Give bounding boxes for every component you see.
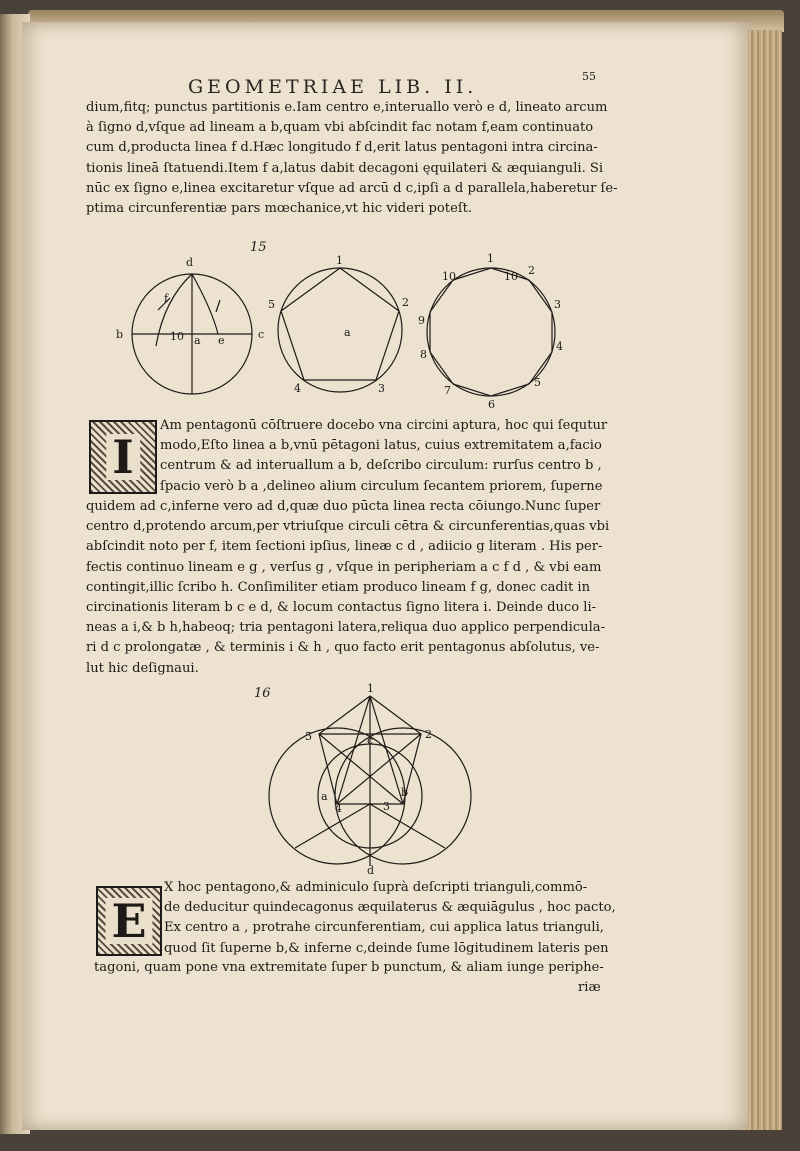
text-line: dium,fitq; punctus partitionis e.Iam centro e,interuallo verò e d, lineato arcum xyxy=(86,100,608,115)
figure-label: a xyxy=(321,790,328,803)
text-line: cum d,producta linea f d.Hæc longitudo f d,erit latus pentagoni intra circina- xyxy=(86,140,598,156)
figure-label: 4 xyxy=(335,802,342,815)
figure-label: 1 xyxy=(336,254,343,267)
paragraph-2 xyxy=(86,497,610,679)
book-fore-edge xyxy=(748,30,782,1130)
figure-label: 10 xyxy=(170,330,184,343)
paragraph-3 xyxy=(94,958,602,978)
decorated-initial-i xyxy=(89,420,157,494)
figure-label: d xyxy=(186,256,194,269)
text-line: fectis continuo lineam e g , verſus g , vſque in peripheriam a c f d , & vbi eam xyxy=(86,559,602,575)
text-line: circinationis literam b c e d, & locum contactus ſigno litera i. Deinde duco li- xyxy=(86,600,597,616)
figure-label: 5 xyxy=(268,298,275,311)
figure-label: 2 xyxy=(425,728,432,741)
figure-label: 1 xyxy=(367,682,374,695)
figure-label: 3 xyxy=(554,298,561,311)
text-line: Am pentagonū cōſtruere docebo vna circini aptura, hoc qui ſequtur xyxy=(160,418,608,433)
figure-label: f xyxy=(164,292,169,305)
running-header xyxy=(188,70,608,98)
text-line: X hoc pentagono,& adminiculo ſuprà deſcripti trianguli,commō- xyxy=(164,880,588,895)
figure-label: e xyxy=(218,334,225,347)
figure-label: 8 xyxy=(420,348,427,361)
figure-label: 2 xyxy=(528,264,535,277)
figure-label: 7 xyxy=(444,384,451,397)
figure-label: 6 xyxy=(488,398,495,410)
text-line: modo,Eſto linea a b,vnū pētagoni latus, cuius extremitatem a,facio xyxy=(160,438,602,454)
text-line: centro d,protendo arcum,per vtriuſque circuli cētra & circunferentias,quas vbi xyxy=(86,519,610,535)
text-line: abſcindit noto per f, item ſectioni ipſius, lineæ c d , adiicio g literam . His per- xyxy=(86,539,603,555)
figure-label: 10 xyxy=(504,270,518,283)
figure-label: 10 xyxy=(442,270,456,283)
page-number: 55 xyxy=(582,70,596,83)
figure-label: 5 xyxy=(534,376,541,389)
text-line: Ex centro a , protrahe circunferentiam, cui applica latus trianguli, xyxy=(164,920,604,936)
figure-15-labels xyxy=(116,252,563,410)
figure-15-number: 15 xyxy=(250,240,267,255)
figure-label: c xyxy=(258,328,265,341)
text-line: quod ſit ſuperne b,& inferne c,deinde ſume lōgitudinem lateris pen xyxy=(164,940,609,956)
catchword xyxy=(578,978,601,998)
text-line: neas a i,& b h,habeoq; tria pentagoni latera,reliqua duo applico perpendicula- xyxy=(86,620,605,636)
text-line: de deducitur quindecagonus æquilaterus & æquiāgulus , hoc pacto, xyxy=(164,900,616,916)
paragraph-1 xyxy=(86,98,618,219)
figure-label: a xyxy=(344,326,351,339)
figure-label: c xyxy=(367,734,374,747)
paragraph-3-indented xyxy=(164,878,616,959)
figure-15-diagram xyxy=(108,250,588,410)
text-line: tagoni, quam pone vna extremitate ſuper b punctum, & aliam iunge periphe- xyxy=(94,960,604,975)
figure-label: 1 xyxy=(487,252,494,265)
text-line: nūc ex ſigno e,linea excitaretur vſque ad arcū d c,ipſi a d parallela,haberetur ſe- xyxy=(86,180,618,196)
figure-label: 5 xyxy=(305,730,312,743)
text-line: à ſigno d,vſque ad lineam a b,quam vbi abſcindit fac notam f,eam continuato xyxy=(86,120,594,136)
text-line: tionis lineā ſtatuendi.Item f a,latus dabit decagoni ęquilateri & æquianguli. Si xyxy=(86,160,604,176)
figure-label: 3 xyxy=(378,382,385,395)
figure-16-diagram xyxy=(255,678,485,878)
figure-label: b xyxy=(401,786,409,799)
figure-label: 4 xyxy=(294,382,301,395)
figure-label: 4 xyxy=(556,340,563,353)
text-line: ri d c prolongatæ , & terminis i & h , quo facto erit pentagonus abſolutus, ve- xyxy=(86,640,600,656)
header-title: GEOMETRIAE LIB. II. xyxy=(188,76,478,98)
catchword-text: riæ xyxy=(578,980,601,995)
text-line: ſpacio verò b a ,delineo alium circulum ſecantem priorem, ſuperne xyxy=(160,478,603,494)
figure-label: a xyxy=(194,334,201,347)
text-line: centrum & ad interuallum a b, deſcribo circulum: rurſus centro b , xyxy=(160,458,602,474)
text-line: ptima circunferentiæ pars mœchanice,vt hic videri poteſt. xyxy=(86,201,473,217)
figure-label: 2 xyxy=(402,296,409,309)
figure-16-number: 16 xyxy=(254,686,271,701)
figure-label: d xyxy=(367,864,375,877)
text-line: contingit,illic ſcribo h. Conſimiliter etiam produco lineam f g, donec cadit in xyxy=(86,579,591,595)
text-line: lut hic deſignaui. xyxy=(86,660,199,676)
initial-letter: I xyxy=(106,434,140,480)
decorated-initial-e xyxy=(96,886,162,956)
initial-letter: E xyxy=(105,898,152,944)
text-line: quidem ad c,inferne vero ad d,quæ duo pūcta linea recta cōiungo.Nunc ſuper xyxy=(86,499,601,514)
figure-label: 3 xyxy=(383,800,390,813)
figure-label: b xyxy=(116,328,124,341)
figure-label: 9 xyxy=(418,314,425,327)
paragraph-2-indented xyxy=(160,416,608,497)
